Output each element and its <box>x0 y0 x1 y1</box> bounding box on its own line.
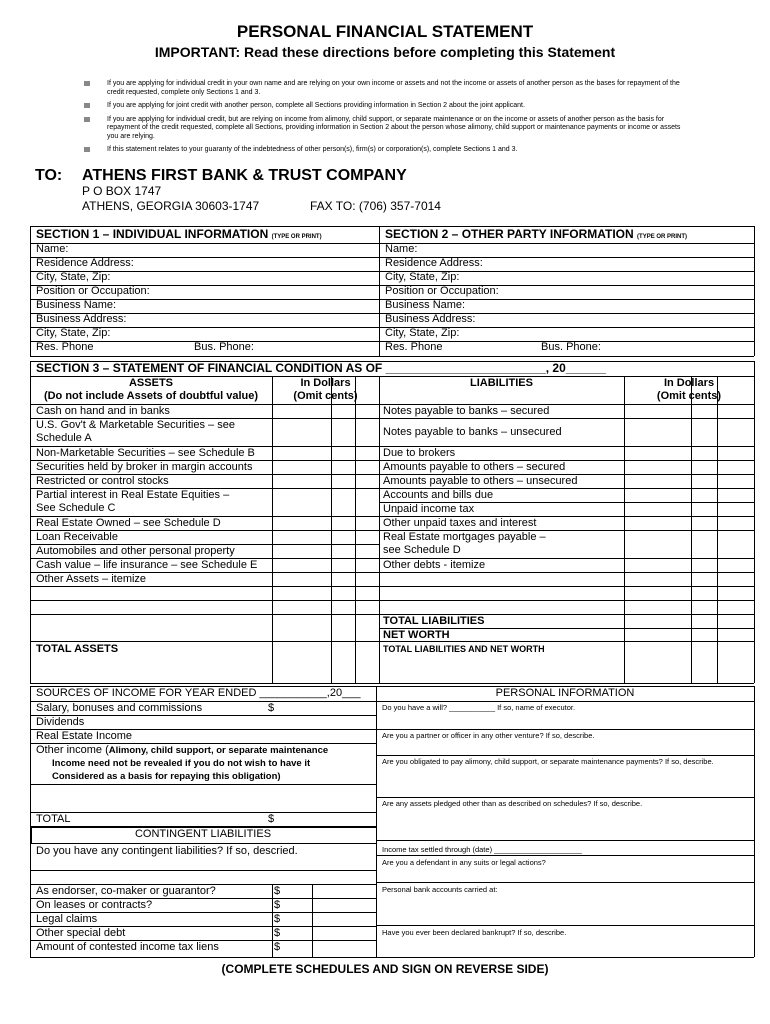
bullet-square-icon <box>84 81 90 86</box>
directions-list <box>84 80 684 160</box>
rule-line <box>376 755 754 756</box>
asset-row: Schedule A <box>36 432 92 444</box>
asset-row: Restricted or control stocks <box>36 475 169 487</box>
s2-business-city-label: City, State, Zip: <box>385 327 460 339</box>
contingent-item: Legal claims <box>36 913 98 925</box>
page-title: PERSONAL FINANCIAL STATEMENT <box>236 22 534 41</box>
rule-line <box>30 361 31 683</box>
contingent-dollar: $ <box>274 913 281 925</box>
section-3-title: SECTION 3 – STATEMENT OF FINANCIAL CONDITION AS OF ________________________, 20______ <box>36 361 606 375</box>
rule-line <box>376 855 754 856</box>
income-salary-dollar: $ <box>268 702 275 714</box>
footer-instruction: (COMPLETE SCHEDULES AND SIGN ON REVERSE SIDE) <box>221 962 549 976</box>
liability-row: Accounts and bills due <box>383 489 494 501</box>
contingent-item: Other special debt <box>36 927 126 939</box>
rule-line <box>30 957 754 958</box>
income-total-label: TOTAL <box>36 813 71 825</box>
income-salary: Salary, bonuses and commissions <box>36 702 203 714</box>
asset-row: Real Estate Owned – see Schedule D <box>36 517 221 529</box>
rule-line <box>30 843 376 844</box>
rule-line <box>376 729 754 730</box>
personal-q-will: Do you have a will? ___________ If so, name of executor. <box>382 703 576 712</box>
s2-res-phone-label: Res. Phone <box>385 341 443 353</box>
rule-line <box>379 600 754 601</box>
rule-line <box>376 882 754 883</box>
assets-omit-cents: (Omit cents) <box>293 390 358 402</box>
rule-line <box>754 686 755 957</box>
income-other: Other income (Alimony, child support, or separate maintenance <box>36 744 329 756</box>
rule-line <box>376 797 754 798</box>
contingent-header: CONTINGENT LIABILITIES <box>134 828 272 840</box>
s2-occupation-label: Position or Occupation: <box>385 285 499 297</box>
rule-line <box>30 784 376 785</box>
asset-row: See Schedule C <box>36 502 116 514</box>
contingent-dollar: $ <box>274 885 281 897</box>
bullet-square-icon <box>84 117 90 122</box>
income-other-note1: Income need not be revealed if you do not wish to have it <box>52 758 311 769</box>
rule-line <box>272 884 273 957</box>
asset-row: Other Assets – itemize <box>36 573 147 585</box>
total-assets-label: TOTAL ASSETS <box>36 643 119 655</box>
bank-name: ATHENS FIRST BANK & TRUST COMPANY <box>82 167 407 184</box>
rule-line <box>30 641 379 642</box>
asset-row: Cash value – life insurance – see Schedule E <box>36 559 258 571</box>
rule-line <box>30 812 376 813</box>
direction-item: If this statement relates to your guaranty of the indebtedness of other person(s), firm(s) or corporation(s), complete Sections 1 and 3. <box>84 146 684 155</box>
income-header: SOURCES OF INCOME FOR YEAR ENDED ___________,20___ <box>36 687 361 699</box>
liability-row: Other unpaid taxes and interest <box>383 517 537 529</box>
personal-q-bankrupt: Have you ever been declared bankrupt? If so, describe. <box>382 928 567 937</box>
rule-line <box>30 683 754 684</box>
s1-residence-label: Residence Address: <box>36 257 134 269</box>
personal-q-alimony: Are you obligated to pay alimony, child support, or separate maintenance payments? If so, describe. <box>382 757 714 766</box>
rule-line <box>312 884 313 957</box>
rule-line <box>754 226 755 356</box>
bank-city: ATHENS, GEORGIA 30603-1747 <box>82 199 260 213</box>
bank-fax: FAX TO: (706) 357-7014 <box>310 199 441 213</box>
s1-business-city-label: City, State, Zip: <box>36 327 111 339</box>
liability-row: Other debts - itemize <box>383 559 486 571</box>
s2-name-label: Name: <box>385 243 418 255</box>
rule-line <box>30 600 379 601</box>
personal-q-pledged: Are any assets pledged other than as described on schedules? If so, describe. <box>382 799 643 808</box>
liability-row: Notes payable to banks – secured <box>383 405 550 417</box>
liabilities-in-dollars: In Dollars <box>663 377 715 389</box>
asset-row: Partial interest in Real Estate Equities – <box>36 489 230 501</box>
rule-line <box>379 586 754 587</box>
personal-q-partner: Are you a partner or officer in any other venture? If so, describe. <box>382 731 595 740</box>
total-liabilities-label: TOTAL LIABILITIES <box>383 615 485 627</box>
rule-line <box>379 418 754 419</box>
contingent-item: As endorser, co-maker or guarantor? <box>36 885 216 897</box>
s1-city-label: City, State, Zip: <box>36 271 111 283</box>
income-real-estate: Real Estate Income <box>36 730 132 742</box>
assets-header: ASSETS <box>128 377 173 389</box>
s1-name-label: Name: <box>36 243 69 255</box>
s1-occupation-label: Position or Occupation: <box>36 285 150 297</box>
rule-line <box>379 226 380 356</box>
asset-row: Securities held by broker in margin accounts <box>36 461 253 473</box>
liability-row: Due to brokers <box>383 447 456 459</box>
asset-row: Non-Marketable Securities – see Schedule B <box>36 447 255 459</box>
personal-q-tax: Income tax settled through (date) _____________________ <box>382 845 582 854</box>
assets-in-dollars: In Dollars <box>300 377 351 389</box>
s1-res-phone-label: Res. Phone <box>36 341 94 353</box>
s2-city-label: City, State, Zip: <box>385 271 460 283</box>
s2-bus-phone-label: Bus. Phone: <box>541 341 601 353</box>
contingent-dollar: $ <box>274 899 281 911</box>
asset-row: U.S. Gov't & Marketable Securities – see <box>36 419 235 431</box>
rule-line <box>376 840 754 841</box>
contingent-dollar: $ <box>274 927 281 939</box>
to-label: TO: <box>35 167 63 184</box>
asset-row: Cash on hand and in banks <box>36 405 170 417</box>
section-2-title: SECTION 2 – OTHER PARTY INFORMATION (TYPE OR PRINT) <box>385 227 688 241</box>
asset-row: Loan Receivable <box>36 531 118 543</box>
rule-line <box>376 686 377 957</box>
section-1-title: SECTION 1 – INDIVIDUAL INFORMATION (TYPE OR PRINT) <box>36 227 322 241</box>
bullet-square-icon <box>84 103 90 108</box>
s2-residence-label: Residence Address: <box>385 257 483 269</box>
personal-q-bank-accounts: Personal bank accounts carried at: <box>382 885 498 894</box>
liability-row: Real Estate mortgages payable – <box>383 531 546 543</box>
contingent-dollar: $ <box>274 941 281 953</box>
liability-row: Amounts payable to others – unsecured <box>383 475 578 487</box>
s2-business-name-label: Business Name: <box>385 299 466 311</box>
rule-line <box>30 686 31 957</box>
asset-row: Automobiles and other personal property <box>36 545 235 557</box>
income-total-dollar: $ <box>268 813 275 825</box>
contingent-item: Amount of contested income tax liens <box>36 941 219 953</box>
rule-line <box>30 356 754 357</box>
rule-line <box>30 614 379 615</box>
rule-line <box>754 361 755 683</box>
liability-row: Unpaid income tax <box>383 503 475 515</box>
rule-line <box>376 701 754 702</box>
personal-q-defendant: Are you a defendant in any suits or legal actions? <box>382 858 546 867</box>
personal-info-header: PERSONAL INFORMATION <box>495 687 635 699</box>
liability-row: Amounts payable to others – secured <box>383 461 566 473</box>
s2-business-address-label: Business Address: <box>385 313 476 325</box>
net-worth-label: NET WORTH <box>383 629 450 641</box>
direction-item: If you are applying for individual credit in your own name and are relying on your own income or assets and not the income or assets of another person as the bases for repayment of the credit requested, complete only Sections 1 and 3. <box>84 80 684 97</box>
liabilities-omit-cents: (Omit cents) <box>656 390 722 402</box>
income-other-note2: Considered as a basis for repaying this obligation) <box>52 771 281 782</box>
s1-business-address-label: Business Address: <box>36 313 127 325</box>
total-liab-net-label: TOTAL LIABILITIES AND NET WORTH <box>383 644 545 654</box>
rule-line <box>376 925 754 926</box>
direction-item: If you are applying for joint credit with another person, complete all Sections providing information in Section 2 about the joint applicant. <box>84 102 684 111</box>
s1-business-name-label: Business Name: <box>36 299 117 311</box>
bullet-square-icon <box>84 147 90 152</box>
income-dividends: Dividends <box>36 716 85 728</box>
s1-bus-phone-label: Bus. Phone: <box>194 341 254 353</box>
direction-item: If you are applying for individual credit, but are relying on income from alimony, child support, or separate maintenance or on the income or assets of another person as the basis for repayment of the credit requested, complete all Sections, providing information in Section 2 about the person whose alimony, child support or maintenance payments or income or assets you are relying. <box>84 116 684 142</box>
liabilities-header: LIABILITIES <box>470 377 533 389</box>
liability-row: Notes payable to banks – unsecured <box>383 426 562 438</box>
liability-row: see Schedule D <box>383 544 461 556</box>
assets-subheader: (Do not include Assets of doubtful value) <box>43 390 259 402</box>
rule-line <box>30 226 31 356</box>
rule-line <box>30 870 376 871</box>
contingent-question: Do you have any contingent liabilities? If so, descried. <box>36 845 298 857</box>
contingent-item: On leases or contracts? <box>36 899 153 911</box>
rule-line <box>379 572 754 573</box>
rule-line <box>30 586 379 587</box>
bank-po-box: P O BOX 1747 <box>82 184 162 198</box>
page-subtitle: IMPORTANT: Read these directions before completing this Statement <box>154 44 616 60</box>
